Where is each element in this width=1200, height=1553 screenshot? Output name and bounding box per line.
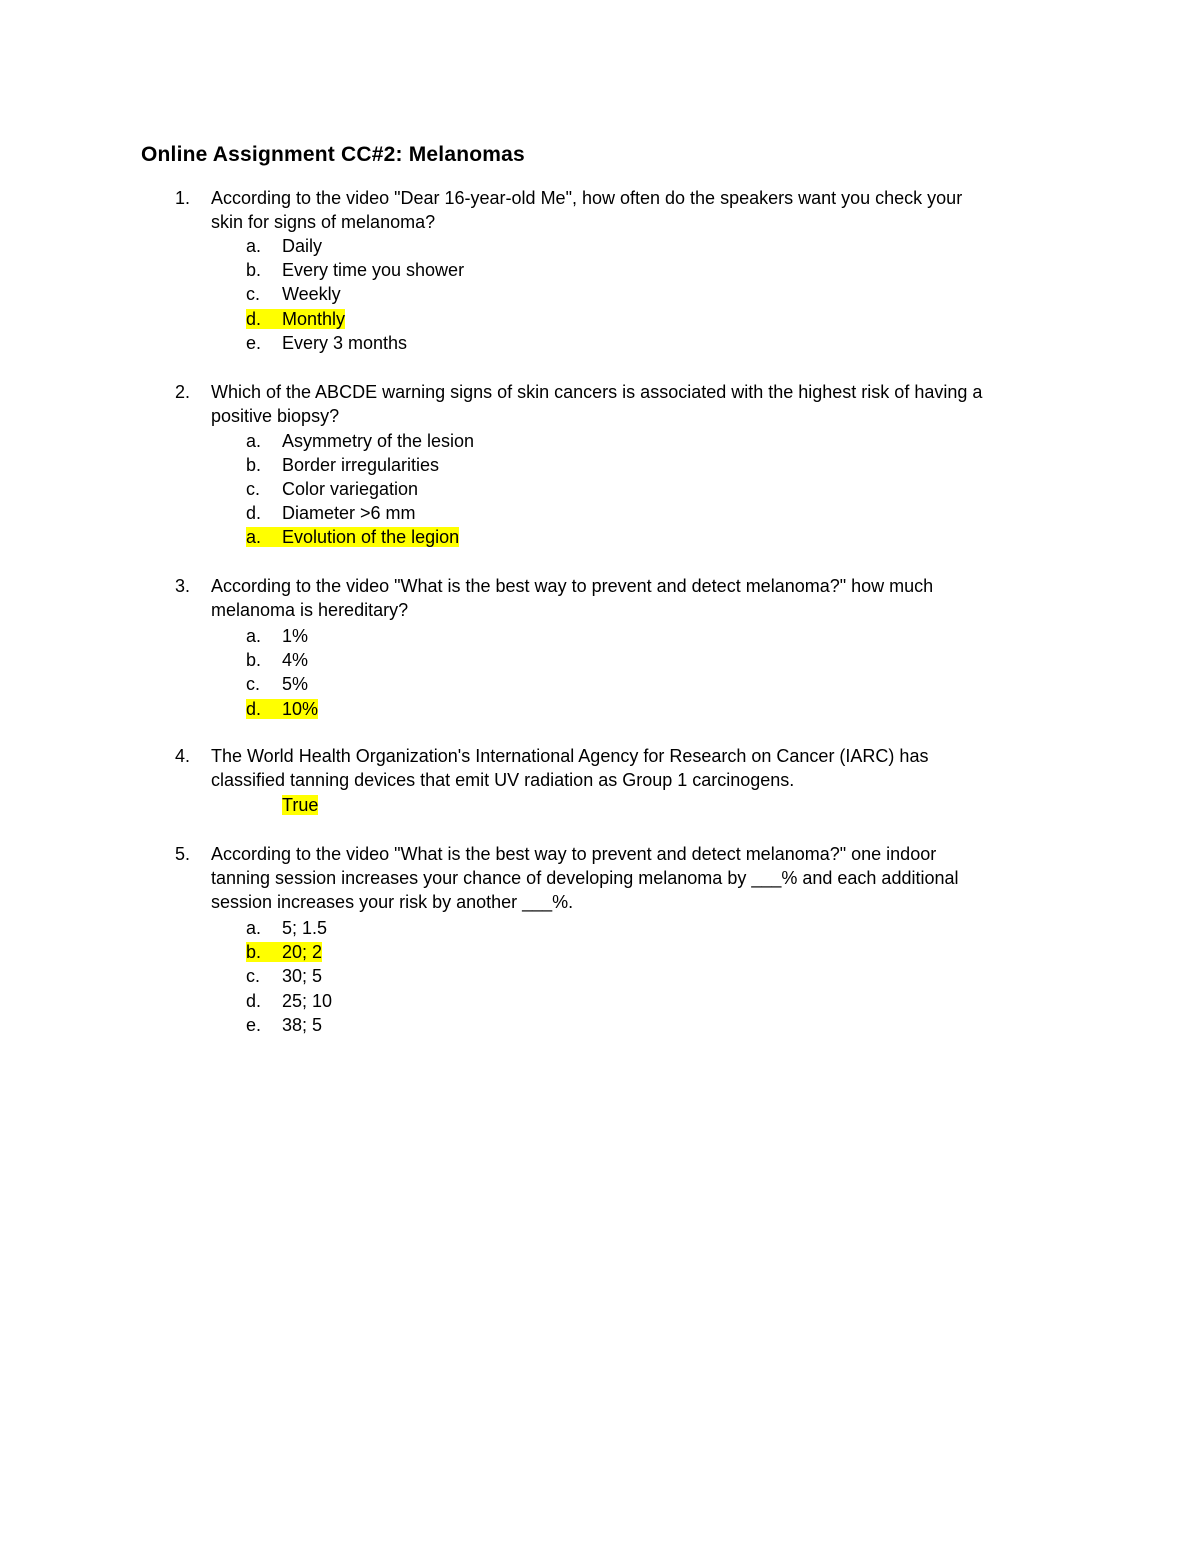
option-text: 25; 10 <box>282 990 333 1011</box>
option-letter: e. <box>246 1014 262 1035</box>
option-item <box>246 1013 322 1037</box>
option-letter: d. <box>246 990 262 1011</box>
option-item <box>246 964 322 988</box>
option-item <box>246 429 474 453</box>
option-text: Monthly <box>282 308 346 329</box>
answer-true-highlighted <box>282 793 318 817</box>
option-letter: c. <box>246 284 261 305</box>
option-text: 5% <box>282 674 309 695</box>
question-number: 2. <box>175 382 191 402</box>
option-item <box>246 989 332 1013</box>
question-text: According to the video "Dear 16-year-old Me", how often do the speakers want you check your skin for signs of melanoma? <box>211 188 963 233</box>
option-letter: b. <box>246 260 262 281</box>
option-text: Every time you shower <box>282 260 465 281</box>
option-text: 30; 5 <box>282 966 323 987</box>
option-letter: c. <box>246 966 261 987</box>
option-text: Weekly <box>282 284 341 305</box>
option-text: Border irregularities <box>282 454 440 475</box>
option-item <box>246 258 464 282</box>
option-letter: e. <box>246 332 262 353</box>
option-text: 5; 1.5 <box>282 918 328 938</box>
option-item <box>246 453 439 477</box>
question-text: According to the video "What is the best way to prevent and detect melanoma?" how much melanoma is hereditary? <box>211 576 934 621</box>
option-text: 20; 2 <box>282 942 323 963</box>
option-letter: d. <box>246 503 262 524</box>
option-letter: a. <box>246 430 262 451</box>
option-text: Diameter >6 mm <box>282 503 416 524</box>
option-item <box>246 648 308 672</box>
option-letter: a. <box>246 626 262 646</box>
option-text: Color variegation <box>282 478 419 499</box>
option-letter: a. <box>246 236 262 256</box>
option-item <box>246 331 407 355</box>
option-text: 38; 5 <box>282 1014 323 1035</box>
question-number: 4. <box>175 746 191 766</box>
option-item-highlighted <box>246 940 322 964</box>
option-letter: c. <box>246 674 261 695</box>
question-text: Which of the ABCDE warning signs of skin cancers is associated with the highest risk of having a positive biopsy? <box>211 382 983 427</box>
option-item <box>246 672 308 696</box>
page-title: Online Assignment CC#2: Melanomas <box>141 143 525 166</box>
option-text: 4% <box>282 650 309 671</box>
option-item <box>246 477 418 501</box>
option-item <box>246 501 416 525</box>
option-letter: a. <box>246 918 262 938</box>
option-letter: d. <box>246 308 262 329</box>
option-text: Asymmetry of the lesion <box>282 430 475 451</box>
option-letter: d. <box>246 698 262 719</box>
option-item <box>246 916 327 940</box>
question-text: According to the video "What is the best way to prevent and detect melanoma?" one indoor tanning session increases your chance of developing melanoma by ___% and each additional session increases your risk by another ___%. <box>211 844 959 913</box>
question-text: The World Health Organization's International Agency for Research on Cancer (IARC) has classified tanning devices that emit UV radiation as Group 1 carcinogens. <box>211 746 929 791</box>
question-number: 3. <box>175 576 191 596</box>
option-letter: b. <box>246 942 262 963</box>
option-item-highlighted <box>246 697 318 721</box>
answer-text: True <box>282 794 319 815</box>
option-text: Every 3 months <box>282 332 408 353</box>
option-item-highlighted <box>246 525 459 549</box>
option-text: 1% <box>282 626 309 646</box>
option-item-highlighted <box>246 307 345 331</box>
option-letter: b. <box>246 454 262 475</box>
option-text: Daily <box>282 236 323 256</box>
option-item <box>246 234 322 258</box>
option-item <box>246 282 341 306</box>
option-text: Evolution of the legion <box>282 527 460 548</box>
option-letter: a. <box>246 527 262 548</box>
option-letter: b. <box>246 650 262 671</box>
option-text: 10% <box>282 698 319 719</box>
question-number: 5. <box>175 844 191 864</box>
option-item <box>246 624 308 648</box>
question-number: 1. <box>175 188 191 208</box>
option-letter: c. <box>246 478 261 499</box>
